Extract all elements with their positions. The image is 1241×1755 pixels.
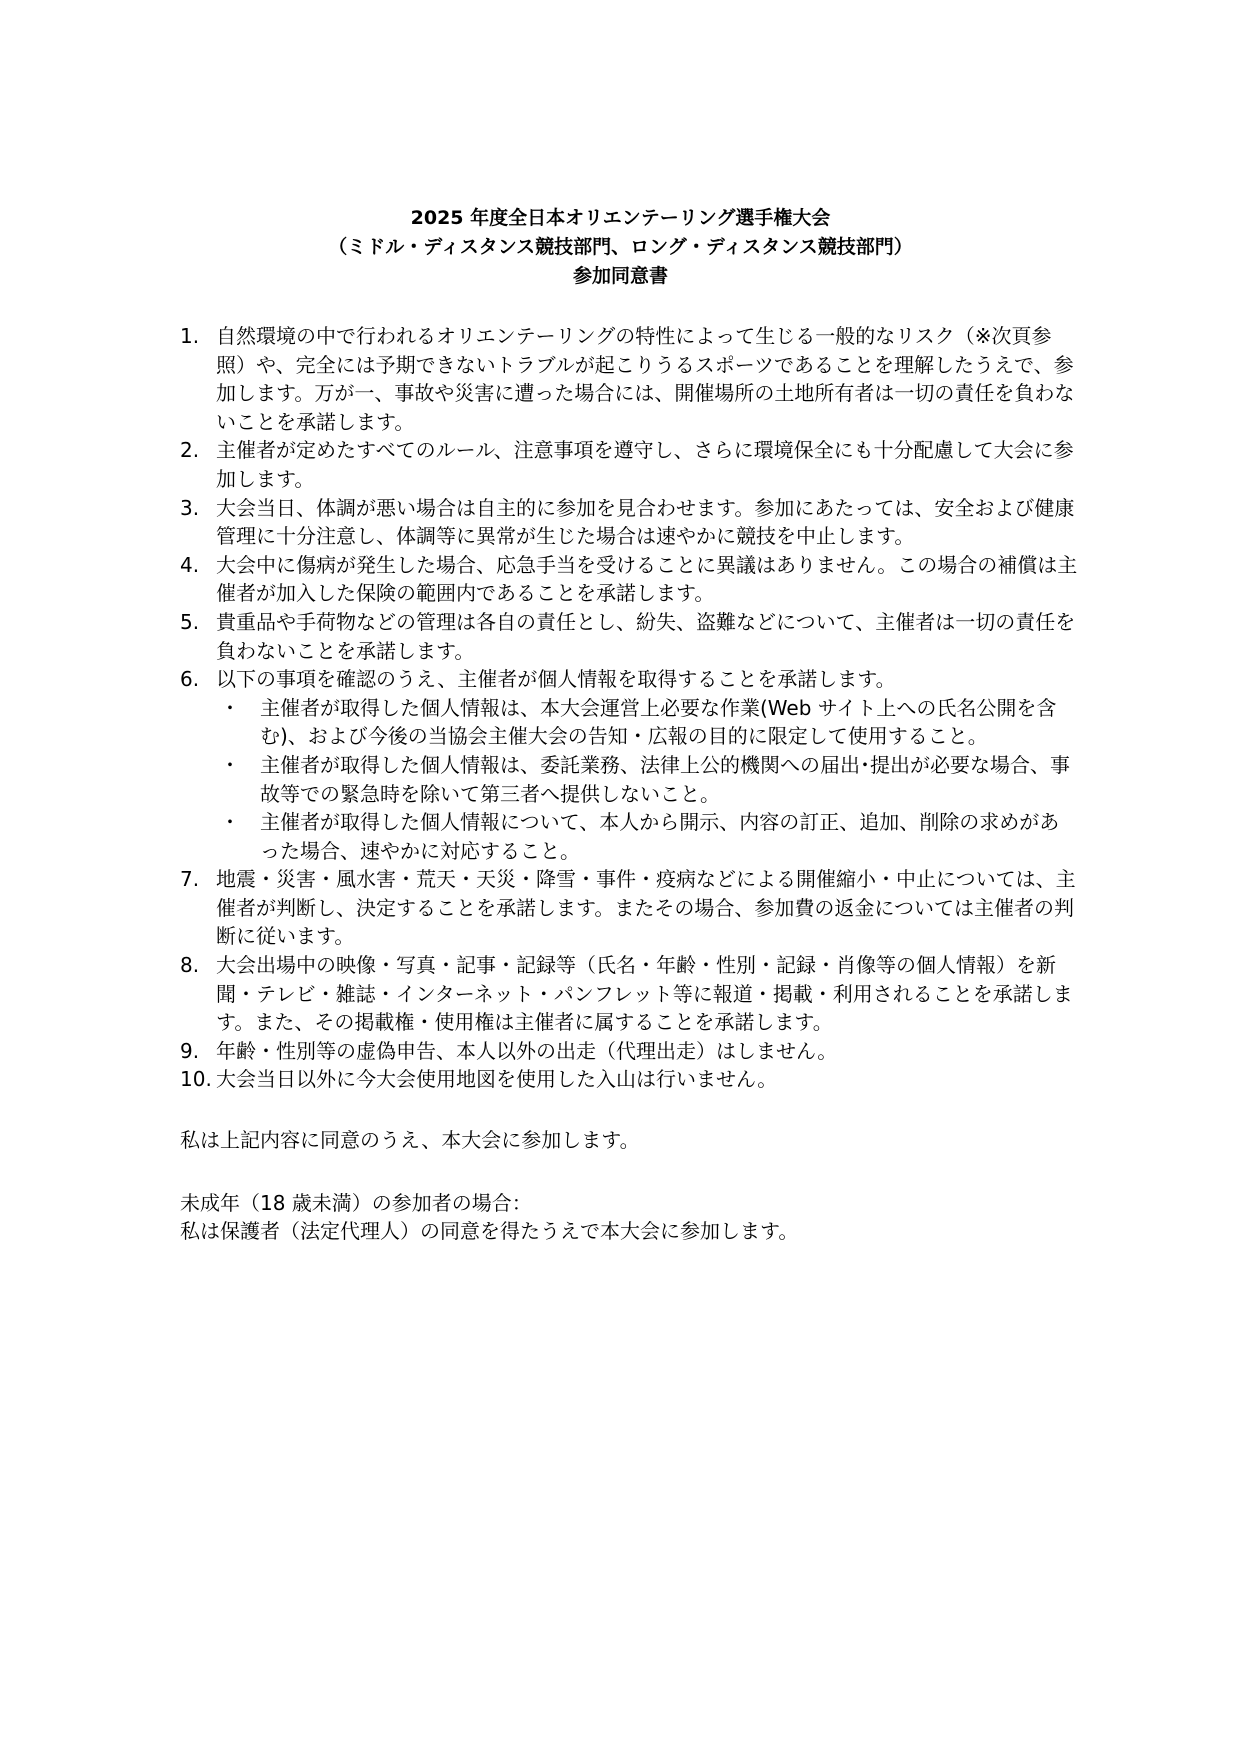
item-text: 大会当日、体調が悪い場合は自主的に参加を見合わせます。参加にあたっては、安全および健康管理に十分注意し、体調等に異常が生じた場合は速やかに競技を中止します。 (216, 495, 1075, 549)
item-number: 8. (180, 953, 200, 978)
consent-item-2 (180, 436, 1078, 493)
minor-consent-block (180, 1189, 1078, 1246)
item-text: 地震・災害・風水害・荒天・天災・降雪・事件・疫病などによる開催縮小・中止については、主催者が判断し、決定することを承諾します。またその場合、参加費の返金については主催者の判断に従います。 (216, 867, 1076, 949)
consent-item-9 (180, 1037, 1078, 1066)
consent-item-7 (180, 865, 1078, 951)
privacy-sub-list (180, 694, 1078, 866)
item-text: 大会中に傷病が発生した場合、応急手当を受けることに異議はありません。この場合の補償は主催者が加入した保険の範囲内であることを承諾します。 (216, 552, 1078, 606)
consent-item-1 (180, 322, 1078, 436)
minor-label: 未成年（18 歳未満）の参加者の場合： (180, 1190, 532, 1215)
item-number: 4. (180, 552, 200, 577)
bullet-marker: ・ (220, 752, 240, 777)
item-text: 大会当日以外に今大会使用地図を使用した入山は行いません。 (216, 1067, 778, 1092)
sub-item-text: 主催者が取得した個人情報は、委託業務、法律上公的機関への届出･提出が必要な場合、事故等での緊急時を除いて第三者へ提供しないこと。 (260, 752, 1070, 806)
privacy-sub-item-1 (180, 694, 1078, 751)
item-text: 年齢・性別等の虚偽申告、本人以外の出走（代理出走）はしません。 (216, 1038, 838, 1063)
item-number: 7. (180, 867, 200, 892)
minor-statement: 私は保護者（法定代理人）の同意を得たうえで本大会に参加します。 (180, 1219, 799, 1244)
agreement-statement: 私は上記内容に同意のうえ、本大会に参加します。 (180, 1128, 640, 1153)
consent-item-4 (180, 551, 1078, 608)
item-text: 以下の事項を確認のうえ、主催者が個人情報を取得することを承諾します。 (216, 667, 896, 692)
item-text: 自然環境の中で行われるオリエンテーリングの特性によって生じる一般的なリスク（※次頁参照）や、完全には予期できないトラブルが起こりうるスポーツであることを理解したうえで、参加します。万が一、事故や災害に遭った場合には、開催場所の土地所有者は一切の責任を負わないことを承諾します。 (216, 324, 1075, 434)
title-line-3: 参加同意書 (572, 265, 668, 287)
item-number: 2. (180, 438, 200, 463)
item-number: 1. (180, 324, 200, 348)
bullet-marker: ・ (220, 810, 240, 835)
privacy-sub-item-2 (180, 751, 1078, 808)
item-text: 貴重品や手荷物などの管理は各自の責任とし、紛失、盗難などについて、主催者は一切の責任を負わないことを承諾します。 (216, 609, 1076, 663)
item-number: 9. (180, 1038, 200, 1063)
consent-item-6 (180, 665, 1078, 694)
consent-items (180, 322, 1078, 1246)
item-text: 大会出場中の映像・写真・記事・記録等（氏名・年齢・性別・記録・肖像等の個人情報）を新聞・テレビ・雑誌・インターネット・パンフレット等に報道・掲載・利用されることを承諾します。また、その掲載権・使用権は主催者に属することを承諾します。 (216, 953, 1073, 1035)
bullet-marker: ・ (220, 695, 240, 720)
item-number: 10. (180, 1067, 212, 1092)
item-text: 主催者が定めたすべてのルール、注意事項を遵守し、さらに環境保全にも十分配慮して大会に参加します。 (216, 438, 1074, 491)
consent-item-5 (180, 608, 1078, 665)
sub-item-text: 主催者が取得した個人情報は、本大会運営上必要な作業(Web サイト上への氏名公開を含む)、および今後の当協会主催大会の告知・広報の目的に限定して使用すること。 (260, 695, 1057, 749)
item-number: 5. (180, 609, 200, 634)
title-line-2: （ミドル・ディスタンス競技部門、ロング・ディスタンス競技部門） (328, 236, 913, 258)
consent-item-10 (180, 1065, 1078, 1094)
consent-item-3 (180, 494, 1078, 551)
title-line-1: 2025 年度全日本オリエンテーリング選手権大会 (410, 207, 831, 229)
item-number: 3. (180, 495, 200, 520)
consent-item-8 (180, 951, 1078, 1037)
item-number: 6. (180, 667, 200, 692)
privacy-sub-item-3 (180, 808, 1078, 865)
sub-item-text: 主催者が取得した個人情報について、本人から開示、内容の訂正、追加、削除の求めがあった場合、速やかに対応すること。 (260, 810, 1060, 863)
document-title (150, 204, 1091, 291)
